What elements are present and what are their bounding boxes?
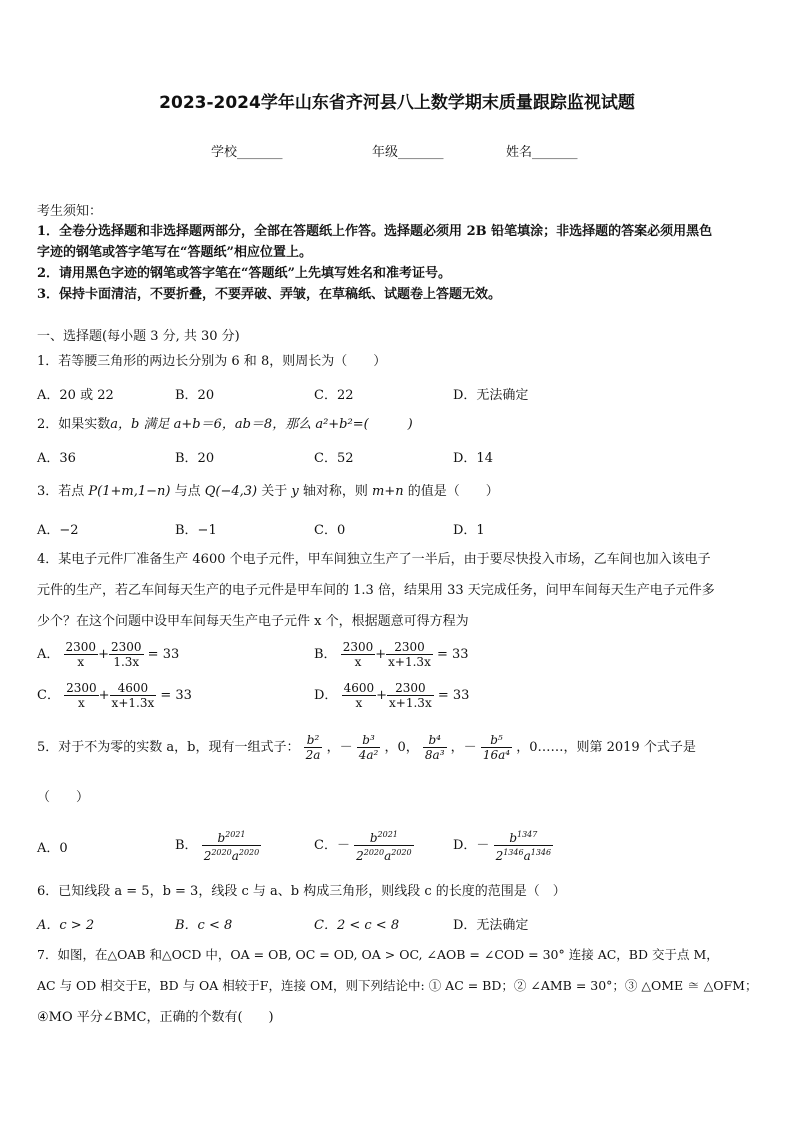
q3-stem-a: 3．若点 xyxy=(37,484,89,499)
q3-point-p: P(1+m,1−n) xyxy=(88,484,171,499)
q3-stem xyxy=(37,482,757,502)
fraction-numerator: 2300 xyxy=(386,640,433,655)
base-a: a xyxy=(384,849,392,863)
exponent: 2021 xyxy=(225,830,246,839)
equals-33: = 33 xyxy=(436,647,469,662)
comma: ， xyxy=(450,740,464,755)
q3-sum-expr: m+n xyxy=(372,484,404,499)
q2-stem-b: a，b 满足 a+b＝6，ab＝8，那么 a²+b²=( ) xyxy=(110,417,413,432)
fraction-numerator xyxy=(202,828,262,846)
q5-stem-b: ，0……，则第 2019 个式子是 xyxy=(516,740,696,755)
fraction-numerator: 2300 xyxy=(66,681,97,695)
plus-sign: + xyxy=(98,688,110,703)
base-b: b xyxy=(217,831,226,845)
fraction-denominator: x xyxy=(77,696,85,710)
fraction-numerator: 2300 xyxy=(342,640,374,654)
fraction-denominator: 2a xyxy=(305,748,321,762)
q4-option-c xyxy=(37,681,192,710)
q3-option-d: D．1 xyxy=(453,523,485,538)
q1-option-d: D．无法确定 xyxy=(453,388,529,403)
option-label: C．－ xyxy=(314,838,350,853)
exponent: 1346 xyxy=(503,848,524,857)
q7-stem-line2: AC 与 OD 相交于E，BD 与 OA 相较于F，连接 OM，则下列结论中: ① AC = BD；② ∠AMB = 30°；③ △OME ≅ △OFM； xyxy=(37,978,758,993)
fraction-denominator: 1.3x xyxy=(113,655,140,669)
fraction-denominator xyxy=(494,846,554,863)
fraction-denominator: x+1.3x xyxy=(111,696,155,710)
notice-item-1b: 字迹的钢笔或答字笔写在“答题纸”相应位置上。 xyxy=(37,245,312,260)
q5-stem xyxy=(37,733,696,762)
q2-option-c: C．52 xyxy=(314,451,354,466)
exponent: 1346 xyxy=(530,848,552,857)
q3-option-c: C．0 xyxy=(314,523,346,538)
q3-option-b: B．−1 xyxy=(175,523,217,538)
q5-paren: （ ） xyxy=(37,790,90,805)
fraction-denominator: x xyxy=(354,655,362,669)
fraction-denominator: x+1.3x xyxy=(388,655,431,669)
grade-field: 年级_______ xyxy=(372,145,444,160)
fraction-denominator: x xyxy=(355,696,363,710)
q2-stem xyxy=(37,415,757,435)
option-label: D．－ xyxy=(453,838,490,853)
base-a: a xyxy=(231,849,239,863)
exponent: 2020 xyxy=(211,848,232,857)
q1-option-c: C．22 xyxy=(314,388,354,403)
minus-sign: － xyxy=(463,740,477,755)
q3-point-q: Q(−4,3) xyxy=(204,484,258,499)
q3-stem-e: 的值是（ ） xyxy=(403,484,499,499)
q5-option-b xyxy=(175,828,261,863)
equals-33: = 33 xyxy=(147,647,180,662)
q1-option-b: B．20 xyxy=(175,388,215,403)
base-2: 2 xyxy=(203,849,212,863)
q5-stem-a: 5．对于不为零的实数 a，b，现有一组式子： xyxy=(37,740,300,755)
q4-option-a xyxy=(37,640,179,669)
q4-stem-line2: 元件的生产，若乙车间每天生产的电子元件是甲车间的 1.3 倍，结果用 33 天完成任务，问甲车间每天生产电子元件多 xyxy=(37,583,715,598)
q1-stem: 1．若等腰三角形的两边长分别为 6 和 8，则周长为（ ） xyxy=(37,354,387,369)
fraction-denominator: x+1.3x xyxy=(389,696,432,710)
notice-heading: 考生须知： xyxy=(37,204,103,219)
fraction-denominator: 16a⁴ xyxy=(482,748,511,762)
fraction-denominator: x xyxy=(77,655,85,669)
q7-stem-line1: 7．如图，在△OAB 和△OCD 中，OA = OB, OC = OD, OA > OC, ∠AOB = ∠COD = 30° 连接 AC，BD 交于点 M， xyxy=(37,947,719,962)
q7-stem-line3: ④MO 平分∠BMC，正确的个数有( ) xyxy=(37,1010,274,1025)
base-a: a xyxy=(523,849,531,863)
fraction-numerator: 2300 xyxy=(387,681,434,696)
option-label: D． xyxy=(314,688,338,703)
q3-axis-var: y xyxy=(291,484,299,499)
q3-stem-d: 轴对称，则 xyxy=(298,484,372,499)
q4-stem-line3: 少个？在这个问题中设甲车间每天生产电子元件 x 个，根据题意可得方程为 xyxy=(37,614,469,629)
fraction-denominator xyxy=(354,846,414,863)
comma: ， xyxy=(326,740,340,755)
fraction-denominator xyxy=(202,846,262,863)
q5-option-d xyxy=(453,828,553,863)
base-2: 2 xyxy=(495,849,504,863)
plus-sign: + xyxy=(98,647,109,662)
q1-option-a: A．20 或 22 xyxy=(37,388,114,403)
q2-option-d: D．14 xyxy=(453,451,493,466)
plus-sign: + xyxy=(376,688,388,703)
base-2: 2 xyxy=(356,849,364,863)
q4-option-b xyxy=(314,640,469,669)
fraction-numerator: 4600 xyxy=(343,681,375,695)
fraction-denominator: 4a² xyxy=(358,748,379,762)
q3-stem-c: 关于 xyxy=(257,484,292,499)
page-title: 2023-2024学年山东省齐河县八上数学期末质量跟踪监视试题 xyxy=(159,93,635,113)
fraction-numerator: 4600 xyxy=(110,681,157,696)
notice-item-3: 3．保持卡面清洁，不要折叠，不要弄破、弄皱，在草稿纸、试题卷上答题无效。 xyxy=(37,287,502,302)
q6-option-c: C．2 < c < 8 xyxy=(314,918,400,933)
fraction-denominator: 8a³ xyxy=(424,748,445,762)
q2-option-b: B．20 xyxy=(175,451,215,466)
option-label: C． xyxy=(37,688,60,703)
q6-option-b: B．c < 8 xyxy=(175,918,233,933)
fraction-numerator xyxy=(354,828,414,846)
fraction-numerator: 2300 xyxy=(110,640,142,654)
q3-option-a: A．−2 xyxy=(37,523,79,538)
q6-option-d: D．无法确定 xyxy=(453,918,529,933)
option-label: B． xyxy=(314,647,337,662)
zero-term: ，0， xyxy=(384,740,419,755)
q2-option-a: A．36 xyxy=(37,451,76,466)
section-heading: 一、选择题(每小题 3 分, 共 30 分) xyxy=(37,329,240,344)
exponent: 2020 xyxy=(391,848,412,857)
q6-option-a: A．c > 2 xyxy=(37,918,95,933)
q4-option-d xyxy=(314,681,469,710)
option-label: B． xyxy=(175,838,198,853)
minus-sign: － xyxy=(339,740,353,755)
exponent: 2021 xyxy=(377,830,398,839)
name-field: 姓名_______ xyxy=(506,145,578,160)
option-label: A． xyxy=(37,647,60,662)
fraction-numerator: b³ xyxy=(357,733,381,748)
q4-stem-line1: 4．某电子元件厂准备生产 4600 个电子元件，甲车间独立生产了一半后，由于要尽快投入市场，乙车间也加入该电子 xyxy=(37,552,711,567)
q2-stem-a: 2．如果实数 xyxy=(37,417,111,432)
equals-33: = 33 xyxy=(160,688,192,703)
base-b: b xyxy=(369,831,378,845)
q6-stem: 6．已知线段 a = 5，b = 3，线段 c 与 a、b 构成三角形，则线段 c 的长度的范围是（ ） xyxy=(37,884,566,899)
fraction-numerator: b⁴ xyxy=(423,733,447,748)
q5-option-c xyxy=(314,828,414,863)
q5-option-a: A．0 xyxy=(37,841,68,856)
fraction-numerator xyxy=(494,828,554,846)
fraction-numerator: 2300 xyxy=(65,640,97,654)
fraction-numerator: b⁵ xyxy=(481,733,512,748)
exponent: 2020 xyxy=(363,848,385,857)
plus-sign: + xyxy=(375,647,387,662)
school-field: 学校_______ xyxy=(211,145,283,160)
notice-item-2: 2．请用黑色字迹的钢笔或答字笔在“答题纸”上先填写姓名和准考证号。 xyxy=(37,266,452,281)
base-b: b xyxy=(509,831,517,845)
q3-stem-b: 与点 xyxy=(170,484,205,499)
exponent: 1347 xyxy=(517,830,538,839)
fraction-numerator: b² xyxy=(304,733,323,748)
notice-item-1a: 1．全卷分选择题和非选择题两部分，全部在答题纸上作答。选择题必须用 2B 铅笔填涂；非选择题的答案必须用黑色 xyxy=(37,224,713,239)
equals-33: = 33 xyxy=(437,688,470,703)
exponent: 2020 xyxy=(238,848,260,857)
